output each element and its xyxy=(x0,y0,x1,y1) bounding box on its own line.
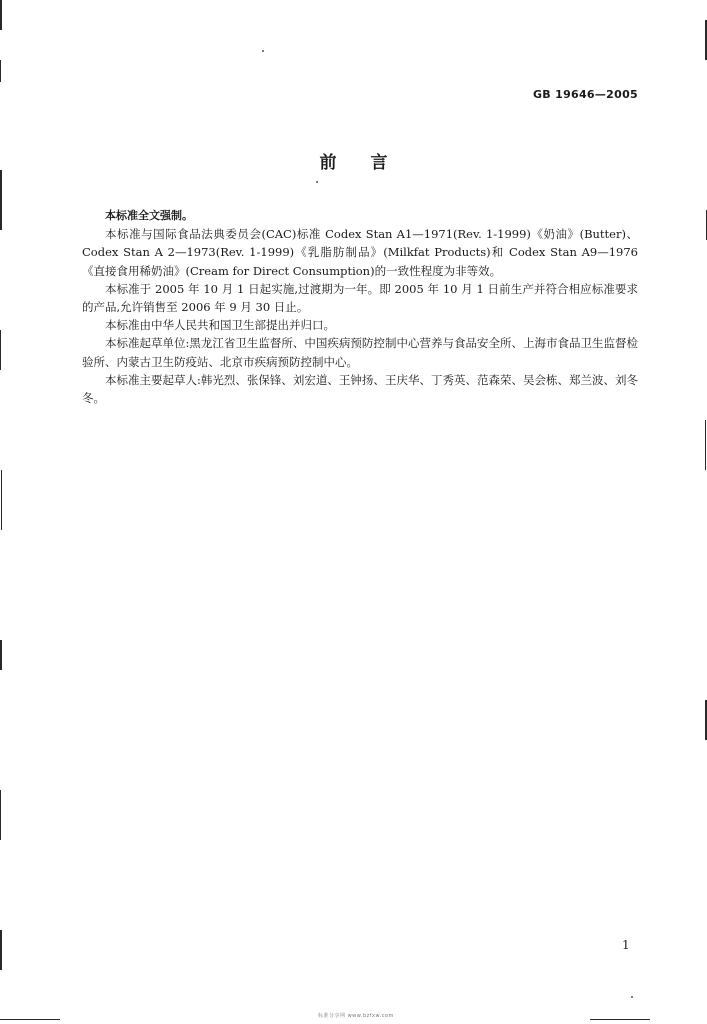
footer-watermark: 标准分享网 www.bzfxw.com xyxy=(318,1013,394,1019)
paragraph-equivalence: 本标准与国际食品法典委员会(CAC)标准 Codex Stan A1—1971(Rev. 1-1999)《奶油》(Butter)、Codex Stan A 2—1973(Rev. 1-1999)《乳脂肪制品》(Milkfat Products)和 Codex Stan A9—1976《直接食用稀奶油》(Cream for Direct Consumption)的一致性程度为非等效。 xyxy=(82,227,638,278)
scan-edge-mark xyxy=(0,930,2,970)
scan-edge-mark xyxy=(0,0,2,30)
scan-speck xyxy=(316,181,318,183)
paragraph-drafting-units: 本标准起草单位:黑龙江省卫生监督所、中国疾病预防控制中心营养与食品安全所、上海市食品卫生监督检验所、内蒙古卫生防疫站、北京市疾病预防控制中心。 xyxy=(82,336,638,369)
paragraph-drafters: 本标准主要起草人:韩光烈、张保锋、刘宏道、王钟扬、王庆华、丁秀英、范森荣、吴会栋、郑兰波、刘冬冬。 xyxy=(82,372,638,406)
page-number: 1 xyxy=(622,938,630,952)
scan-speck xyxy=(262,50,264,52)
foreword-body xyxy=(82,207,638,407)
scan-edge-mark xyxy=(705,420,706,470)
standard-number: GB 19646—2005 xyxy=(532,88,638,101)
paragraph-proposer: 本标准由中华人民共和国卫生部提出并归口。 xyxy=(105,318,335,333)
scan-edge-mark xyxy=(0,1019,60,1020)
paragraph-mandatory-notice: 本标准全文强制。 xyxy=(105,209,193,222)
scan-edge-mark xyxy=(1,470,2,530)
page-title: 前言 xyxy=(319,153,422,173)
scan-edge-mark xyxy=(0,330,1,370)
paragraph-implementation-date: 本标准于 2005 年 10 月 1 日起实施,过渡期为一年。即 2005 年 10 月 1 日前生产并符合相应标准要求的产品,允许销售至 2006 年 9 月 30 日止。 xyxy=(82,281,638,315)
scan-edge-mark xyxy=(590,1019,650,1020)
scan-edge-mark xyxy=(0,60,1,82)
scan-edge-mark xyxy=(0,640,2,670)
scan-speck xyxy=(631,996,633,998)
scan-edge-mark xyxy=(0,790,1,840)
scan-edge-mark xyxy=(0,170,2,230)
